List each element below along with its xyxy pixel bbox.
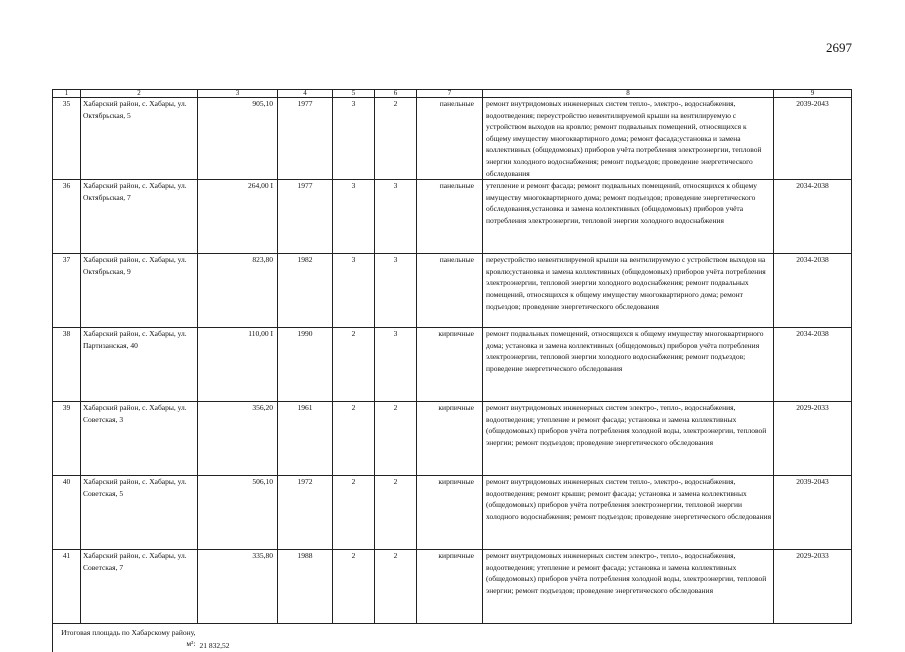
row-number: 38: [53, 328, 81, 402]
wall-material-cell: панельные: [417, 254, 483, 328]
works-cell: ремонт подвальных помещений, относящихся к общему имуществу многоквартирного дома; установка и замена коллективных (общедомовых) приборов учёта потребления электроэнергии, тепловой энергии холодного водоснабжения; ремонт подъездов; проведение энергетического обследования: [483, 328, 774, 402]
total-value: 21 832,52: [198, 624, 852, 652]
entrances-cell: 3: [375, 254, 417, 328]
works-cell: ремонт внутридомовых инженерных систем электро-, тепло-, водоснабжения, водоотведения; утепление и ремонт фасада; установка и замена коллективных (общедомовых) приборов учёта потребления холодной воды, электроэнергии, тепловой энергии; ремонт подъездов; проведение энергетического обследования: [483, 402, 774, 476]
row-number: 35: [53, 98, 81, 180]
period-cell: 2034-2038: [774, 180, 852, 254]
works-cell: утепление и ремонт фасада; ремонт подвальных помещений, относящихся к общему имуществу многоквартирного дома; ремонт подъездов; проведение энергетического обследования,установка и замена коллективных (общедомовых) приборов учёта потребления электроэнергии, тепловой энергии холодного водоснабжения: [483, 180, 774, 254]
year-cell: 1977: [278, 180, 333, 254]
area-cell: 905,10: [198, 98, 278, 180]
year-cell: 1961: [278, 402, 333, 476]
table-row: [53, 98, 852, 180]
wall-material-cell: панельные: [417, 98, 483, 180]
header-cell: 6: [375, 90, 417, 98]
header-cell: 7: [417, 90, 483, 98]
table-row: [53, 402, 852, 476]
year-cell: 1988: [278, 550, 333, 624]
floors-cell: 2: [333, 476, 375, 550]
address-cell: Хабарский район, с. Хабары, ул. Октябрьская, 7: [81, 180, 198, 254]
header-cell: 5: [333, 90, 375, 98]
table-row: [53, 550, 852, 624]
wall-material-cell: кирпичные: [417, 550, 483, 624]
period-cell: 2034-2038: [774, 328, 852, 402]
row-number: 36: [53, 180, 81, 254]
row-number: 39: [53, 402, 81, 476]
year-cell: 1982: [278, 254, 333, 328]
entrances-cell: 2: [375, 98, 417, 180]
year-cell: 1990: [278, 328, 333, 402]
row-number: 40: [53, 476, 81, 550]
area-cell: 506,10: [198, 476, 278, 550]
year-cell: 1972: [278, 476, 333, 550]
entrances-cell: 3: [375, 180, 417, 254]
table-row: [53, 180, 852, 254]
header-cell: 8: [483, 90, 774, 98]
address-cell: Хабарский район, с. Хабары, ул. Октябрьская, 9: [81, 254, 198, 328]
total-label: Итоговая площадь по Хабарскому району, м²:: [53, 624, 198, 652]
floors-cell: 2: [333, 402, 375, 476]
wall-material-cell: кирпичные: [417, 402, 483, 476]
page-number: 2697: [826, 40, 852, 55]
header-cell: 3: [198, 90, 278, 98]
period-cell: 2029-2033: [774, 550, 852, 624]
floors-cell: 3: [333, 180, 375, 254]
works-cell: ремонт внутридомовых инженерных систем тепло-, электро-, водоснабжения, водоотведения; переустройство невентилируемой крыши на вентилируемую с устройством выходов на кровлю; ремонт подвальных помещений, относящихся к общему имуществу многоквартирного дома; ремонт фасада;установка и замена коллективных (общедомовых) приборов учёта потребления электроэнергии, тепловой энергии холодного водоснабжения; ремонт подъездов; проведение энергетического обследования: [483, 98, 774, 180]
period-cell: 2039-2043: [774, 98, 852, 180]
entrances-cell: 3: [375, 328, 417, 402]
wall-material-cell: кирпичные: [417, 328, 483, 402]
floors-cell: 3: [333, 98, 375, 180]
table-row: [53, 328, 852, 402]
header-cell: 9: [774, 90, 852, 98]
wall-material-cell: панельные: [417, 180, 483, 254]
table-row: [53, 254, 852, 328]
row-number: 37: [53, 254, 81, 328]
period-cell: 2029-2033: [774, 402, 852, 476]
period-cell: 2034-2038: [774, 254, 852, 328]
header-cell: 1: [53, 90, 81, 98]
works-cell: переустройство невентилируемой крыши на вентилируемую с устройством выходов на кровлю;установка и замена коллективных (общедомовых) приборов учёта потребления электроэнергии, тепловой энергии холодного водоснабжения; ремонт подвальных помещений, относящихся к общему имуществу многоквартирного дома; ремонт подъездов; проведение энергетического обследования: [483, 254, 774, 328]
address-cell: Хабарский район, с. Хабары, ул. Советская, 5: [81, 476, 198, 550]
entrances-cell: 2: [375, 402, 417, 476]
header-cell: 4: [278, 90, 333, 98]
year-cell: 1977: [278, 98, 333, 180]
area-cell: 335,80: [198, 550, 278, 624]
entrances-cell: 2: [375, 550, 417, 624]
address-cell: Хабарский район, с. Хабары, ул. Советская, 3: [81, 402, 198, 476]
floors-cell: 2: [333, 550, 375, 624]
area-cell: 264,00 I: [198, 180, 278, 254]
table-header-row: [53, 90, 852, 98]
header-cell: 2: [81, 90, 198, 98]
period-cell: 2039-2043: [774, 476, 852, 550]
total-row: [53, 624, 852, 652]
works-cell: ремонт внутридомовых инженерных систем электро-, тепло-, водоснабжения, водоотведения; утепление и ремонт фасада; установка и замена коллективных (общедомовых) приборов учёта потребления холодной воды, электроэнергии, тепловой энергии; ремонт подъездов; проведение энергетического обследования: [483, 550, 774, 624]
wall-material-cell: кирпичные: [417, 476, 483, 550]
area-cell: 356,20: [198, 402, 278, 476]
area-cell: 110,00 I: [198, 328, 278, 402]
works-cell: ремонт внутридомовых инженерных систем тепло-, электро-, водоснабжения, водоотведения; ремонт крыши; ремонт фасада; установка и замена коллективных (общедомовых) приборов учёта потребления электроэнергии, тепловой энергии холодного водоснабжения; ремонт подъездов; проведение энергетического обследования: [483, 476, 774, 550]
table-row: [53, 476, 852, 550]
entrances-cell: 2: [375, 476, 417, 550]
row-number: 41: [53, 550, 81, 624]
address-cell: Хабарский район, с. Хабары, ул. Партизанская, 40: [81, 328, 198, 402]
address-cell: Хабарский район, с. Хабары, ул. Октябрьская, 5: [81, 98, 198, 180]
housing-repair-table: [52, 89, 852, 652]
floors-cell: 2: [333, 328, 375, 402]
floors-cell: 3: [333, 254, 375, 328]
area-cell: 823,80: [198, 254, 278, 328]
address-cell: Хабарский район, с. Хабары, ул. Советская, 7: [81, 550, 198, 624]
